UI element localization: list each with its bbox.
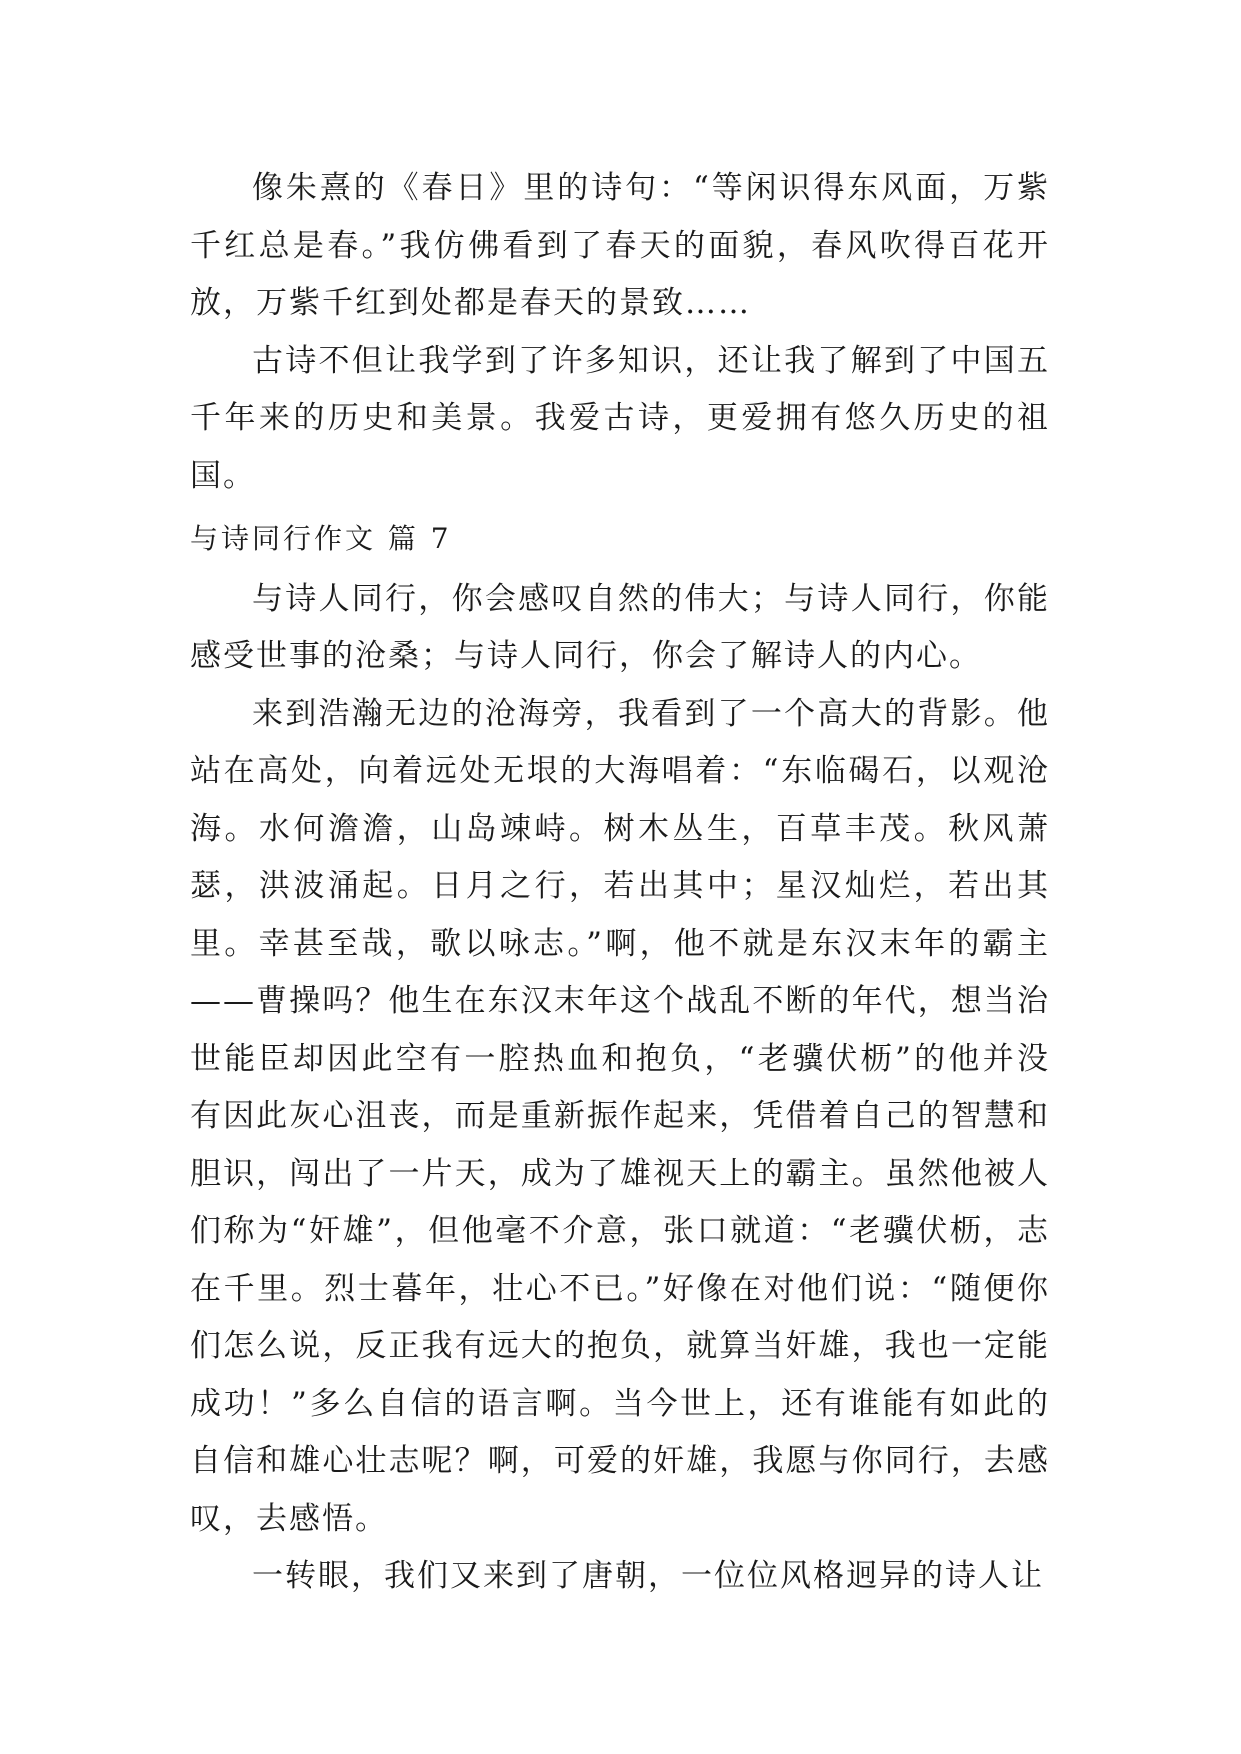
paragraph-intro: 与诗人同行，你会感叹自然的伟大；与诗人同行，你能感受世事的沧桑；与诗人同行，你会了解诗人的内心。 xyxy=(190,580,1050,674)
paragraph-caocao: 来到浩瀚无边的沧海旁，我看到了一个高大的背影。他站在高处，向着远处无垠的大海唱着：“东临碣石，以观沧海。水何澹澹，山岛竦峙。树木丛生，百草丰茂。秋风萧瑟，洪波涌起。日月之行，若出其中；星汉灿烂，若出其里。幸甚至哉，歌以咏志。”啊，他不就是东汉末年的霸主——曹操吗？他生在东汉末年这个战乱不断的年代，想当治世能臣却因此空有一腔热血和抱负，“老骥伏枥”的他并没有因此灰心沮丧，而是重新振作起来，凭借着自己的智慧和胆识，闯出了一片天，成为了雄视天上的霸主。虽然他被人们称为“奸雄”，但他毫不介意，张口就道：“老骥伏枥，志在千里。烈士暮年，壮心不已。”好像在对他们说：“随便你们怎么说，反正我有远大的抱负，就算当奸雄，我也一定能成功！”多么自信的语言啊。当今世上，还有谁能有如此的自信和雄心壮志呢？啊，可爱的奸雄，我愿与你同行，去感叹，去感悟。 xyxy=(190,695,1050,1537)
paragraph-tang-dynasty: 一转眼，我们又来到了唐朝，一位位风格迥异的诗人让 xyxy=(252,1558,1044,1594)
essay-section-7 xyxy=(190,510,1050,1606)
section-heading: 与诗同行作文 篇 7 xyxy=(190,522,452,555)
paragraph-ancient-poetry: 古诗不但让我学到了许多知识，还让我了解到了中国五千年来的历史和美景。我爱古诗，更爱拥有悠久历史的祖国。 xyxy=(190,342,1050,494)
paragraph-zhuxi-poem: 像朱熹的《春日》里的诗句：“等闲识得东风面，万紫千红总是春。”我仿佛看到了春天的面貌，春风吹得百花开放，万紫千红到处都是春天的景致…… xyxy=(190,170,1050,321)
top-paragraphs xyxy=(190,160,1050,505)
